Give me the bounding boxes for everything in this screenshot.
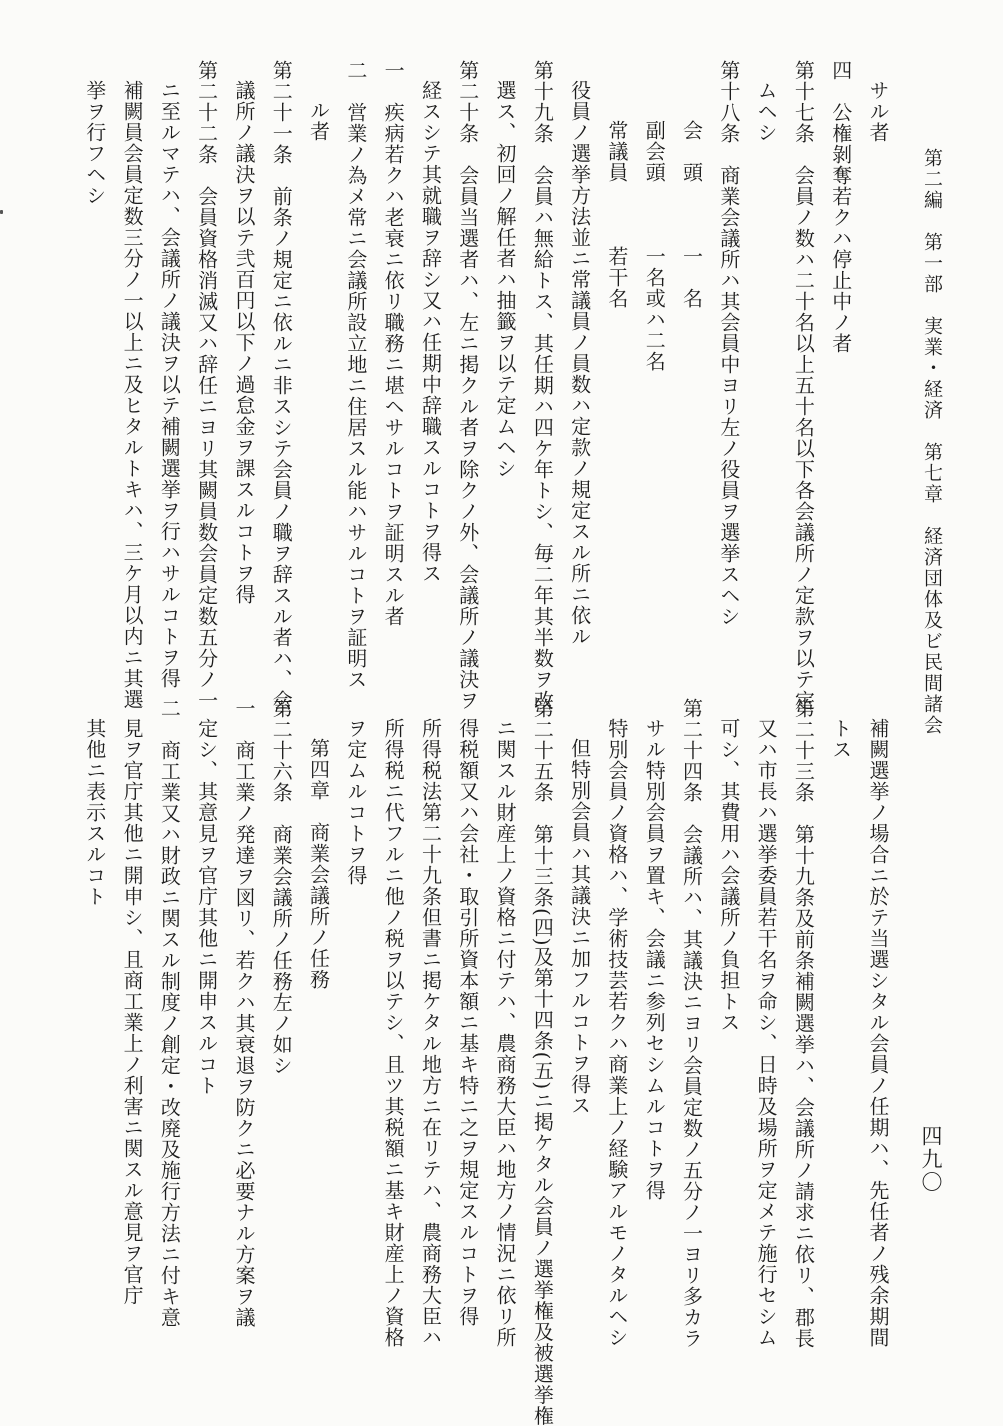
text-line: 経スシテ其就職ヲ辞シ又ハ任期中辞職スルコトヲ得ス [418, 80, 443, 584]
article-22-line: 第二十二条 会員資格消滅又ハ辞任ニヨリ其闕員数会員定数五分ノ一 [194, 60, 219, 711]
text-line: 二 営業ノ為メ常ニ会議所設立地ニ住居スル能ハサルコトヲ証明ス [343, 60, 368, 690]
text-line: 役員ノ選挙方法並ニ常議員ノ員数ハ定款ノ規定スル所ニ依ル [567, 80, 592, 647]
text-line: 選ス、初回ノ解任者ハ抽籤ヲ以テ定ムヘシ [493, 80, 518, 479]
chapter-heading: 第四章 商業会議所ノ任務 [306, 738, 331, 990]
article-21-line: 第二十一条 前条ノ規定ニ依ルニ非スシテ会員ノ職ヲ辞スル者ハ、会 [269, 60, 294, 711]
text-line: 補闕選挙ノ場合ニ於テ当選シタル会員ノ任期ハ、先任者ノ残余期間 [866, 718, 890, 1348]
text-line: ル者 [306, 100, 331, 142]
upper-text-block [51, 60, 891, 711]
text-line: ヲ定ムルコトヲ得 [343, 718, 368, 886]
text-line: サル者 [866, 80, 890, 143]
text-line: 特別会員ノ資格ハ、学術技芸若クハ商業上ノ経験アルモノタルヘシ [604, 718, 629, 1348]
page-number: 四九〇 [919, 1125, 943, 1194]
lower-text-block [51, 698, 891, 1426]
article-24-line: 第二十四条 会議所ハ、其議決ニヨリ会員定数ノ五分ノ一ヨリ多カラ [679, 698, 704, 1349]
scan-speck [0, 210, 3, 214]
text-line: 副会頭 一名或ハ二名 [642, 120, 667, 372]
article-17-line: 第十七条 会員ノ数ハ二十名以上五十名以下各会議所ノ定款ヲ以テ定 [791, 60, 816, 711]
text-line: 四 公権剝奪若クハ停止中ノ者 [828, 60, 853, 354]
text-line: 見ヲ官庁其他ニ開申シ、且商工業上ノ利害ニ関スル意見ヲ官庁 [120, 718, 145, 1306]
text-line: 常議員 若干名 [604, 120, 629, 309]
article-26-line: 第二十六条 商業会議所ノ任務左ノ如シ [269, 698, 294, 1076]
text-line: 一 商工業ノ発達ヲ図リ、若クハ其衰退ヲ防クニ必要ナル方案ヲ議 [231, 698, 256, 1328]
text-line: 二 商工業又ハ財政ニ関スル制度ノ創定・改廃及施行方法ニ付キ意 [157, 698, 182, 1328]
text-line: 可シ、其費用ハ会議所ノ負担トス [716, 718, 741, 1033]
text-line: 挙ヲ行フヘシ [82, 80, 107, 206]
running-header: 第二編 第一部 実業・経済 第七章 経済団体及ビ民間諸会 [921, 148, 943, 736]
text-line: 又ハ市長ハ選挙委員若干名ヲ命シ、日時及場所ヲ定メテ施行セシム [754, 718, 779, 1348]
text-line: 会 頭 一 名 [679, 120, 704, 309]
text-line: 補闕員会員定数三分ノ一以上ニ及ヒタルトキハ、三ケ月以内ニ其選 [120, 80, 145, 710]
text-line: 但特別会員ハ其議決ニ加フルコトヲ得ス [567, 738, 592, 1116]
article-18-line: 第十八条 商業会議所ハ其会員中ヨリ左ノ役員ヲ選挙スヘシ [716, 60, 741, 627]
text-line: 所得税法第二十九条但書ニ掲ケタル地方ニ在リテハ、農商務大臣ハ [418, 718, 443, 1348]
text-line: 其他ニ表示スルコト [82, 718, 107, 907]
text-line: ムヘシ [754, 80, 779, 143]
text-line: 所得税ニ代フルニ他ノ税ヲ以テシ、且ツ其税額ニ基キ財産上ノ資格 [381, 718, 406, 1348]
article-19-line: 第十九条 会員ハ無給トス、其任期ハ四ケ年トシ、毎二年其半数ヲ改 [530, 60, 555, 711]
text-line: 議所ノ議決ヲ以テ弐百円以下ノ過怠金ヲ課スルコトヲ得 [231, 80, 256, 605]
text-line: 定シ、其意見ヲ官庁其他ニ開申スルコト [194, 718, 219, 1096]
article-23-line: 第二十三条 第十九条及前条補闕選挙ハ、会議所ノ請求ニ依リ、郡長 [791, 698, 816, 1349]
text-line: 得税額又ハ会社・取引所資本額ニ基キ特ニ之ヲ規定スルコトヲ得 [455, 718, 480, 1327]
text-line: ニ至ルマテハ、会議所ノ議決ヲ以テ補闕選挙ヲ行ハサルコトヲ得 [157, 80, 182, 689]
text-line: トス [828, 718, 853, 760]
text-line: 一 疾病若クハ老衰ニ依リ職務ニ堪ヘサルコトヲ証明スル者 [381, 60, 406, 627]
article-25-line: 第二十五条 第十三条(四)及第十四条(五)ニ掲ケタル会員ノ選挙権及被選挙権 [530, 698, 555, 1426]
article-20-line: 第二十条 会員当選者ハ、左ニ掲クル者ヲ除クノ外、会議所ノ議決ヲ [455, 60, 480, 711]
text-line: ニ関スル財産上ノ資格ニ付テハ、農商務大臣ハ地方ノ情況ニ依リ所 [493, 718, 518, 1348]
text-line: サル特別会員ヲ置キ、会議ニ参列セシムルコトヲ得 [642, 718, 667, 1201]
